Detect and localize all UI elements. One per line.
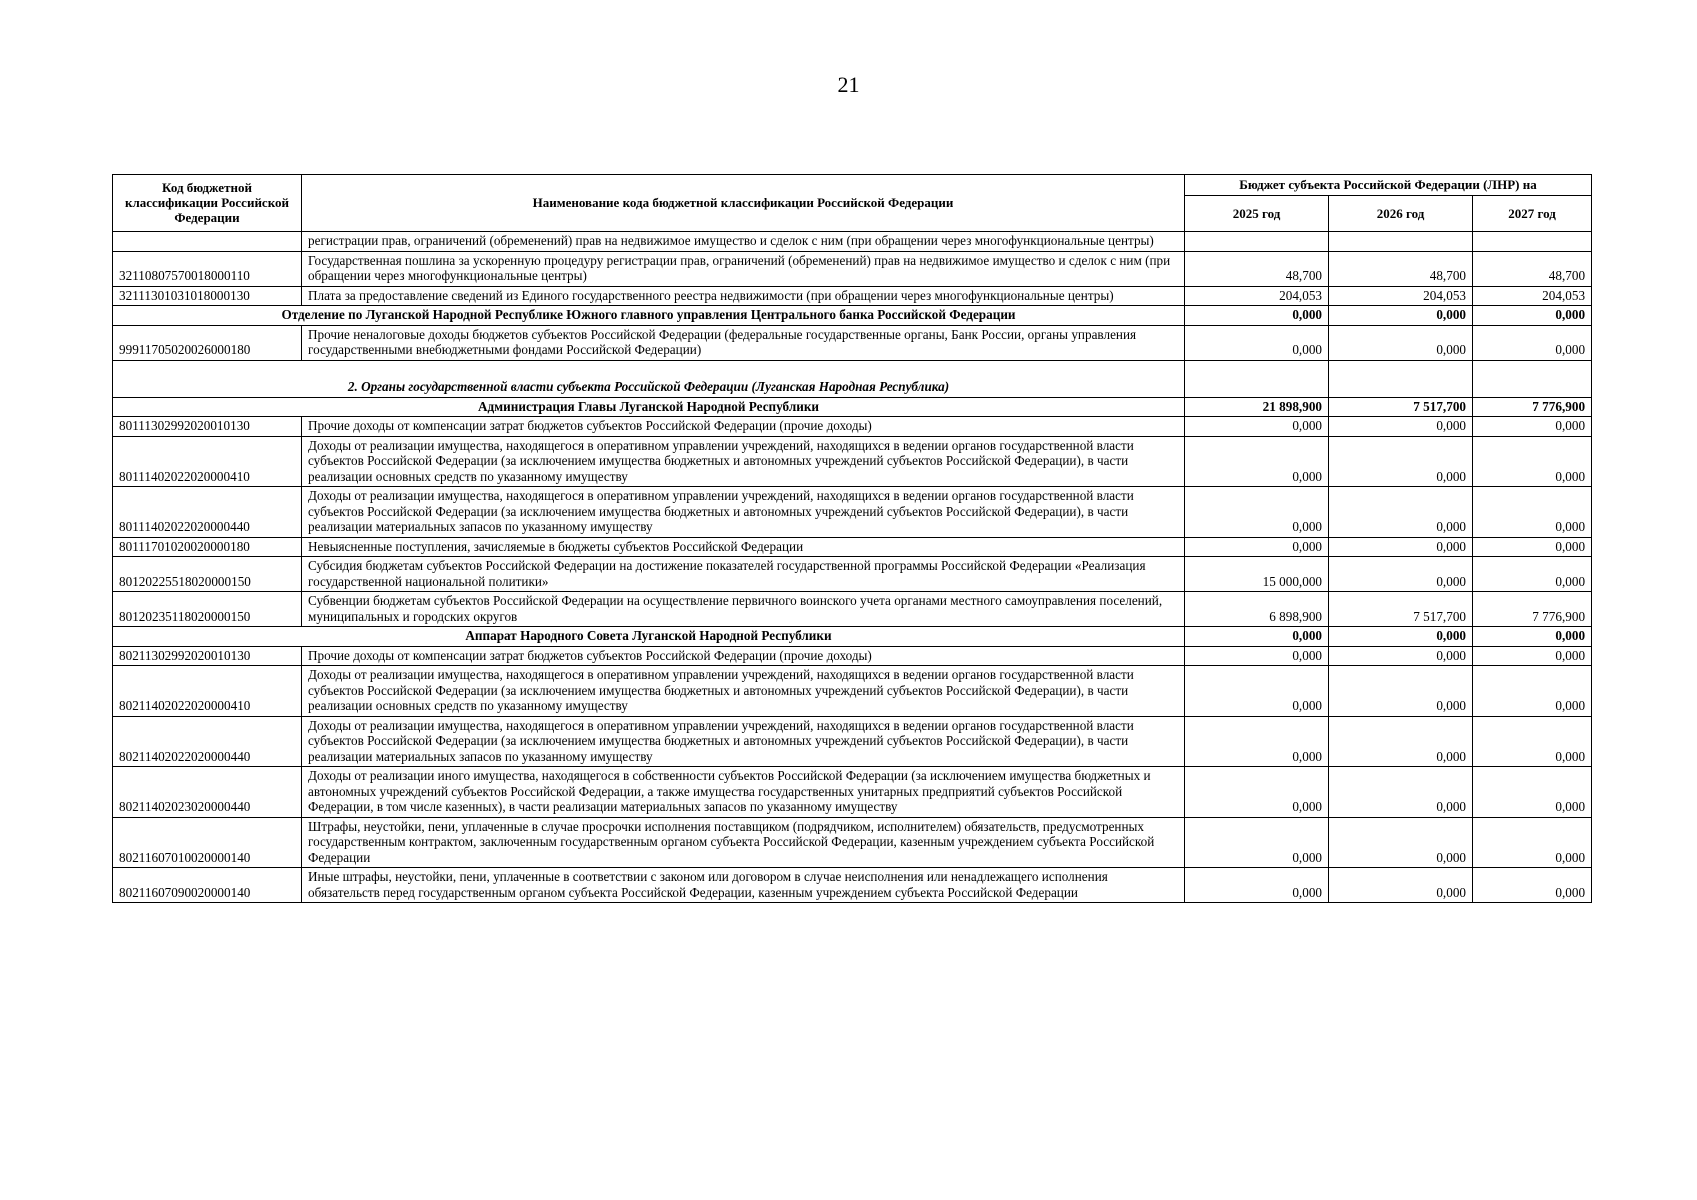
value-2025-cell: 21 898,900	[1185, 397, 1329, 417]
table-row	[113, 592, 1592, 627]
budget-name-cell: Доходы от реализации имущества, находящегося в оперативном управлении учреждений, находящихся в ведении органов государственной власти субъектов Российской Федерации (за исключением имущества бюджетных и автономных учреждений субъектов Российской Федерации), в части реализации материальных запасов по указанному имуществу	[302, 487, 1185, 538]
value-2026-cell: 0,000	[1329, 716, 1473, 767]
budget-name-cell: Штрафы, неустойки, пени, уплаченные в случае просрочки исполнения поставщиком (подрядчиком, исполнителем) обязательств, предусмотренных государственным контрактом, заключенным государственным органом субъекта Российской Федерации, казенным учреждением субъекта Российской Федерации	[302, 817, 1185, 868]
value-2026-cell: 0,000	[1329, 487, 1473, 538]
budget-name-cell: Доходы от реализации имущества, находящегося в оперативном управлении учреждений, находящихся в ведении органов государственной власти субъектов Российской Федерации (за исключением имущества бюджетных и автономных учреждений субъектов Российской Федерации), в части реализации материальных запасов по указанному имуществу	[302, 716, 1185, 767]
header-budget: Бюджет субъекта Российской Федерации (ЛНР) на	[1185, 175, 1592, 196]
budget-name-cell: Государственная пошлина за ускоренную процедуру регистрации прав, ограничений (обременений) прав на недвижимое имущество и сделок с ним (при обращении через многофункциональные центры)	[302, 251, 1185, 286]
budget-name-cell: регистрации прав, ограничений (обременений) прав на недвижимое имущество и сделок с ним (при обращении через многофункциональные центры)	[302, 232, 1185, 252]
budget-code-cell: 80211402023020000440	[113, 767, 302, 818]
budget-name-cell: Иные штрафы, неустойки, пени, уплаченные в соответствии с законом или договором в случае неисполнения или ненадлежащего исполнения обязательств перед государственным органом субъекта Российской Федерации, казенным учреждением субъекта Российской Федерации	[302, 868, 1185, 903]
value-2026-cell: 0,000	[1329, 868, 1473, 903]
value-2025-cell: 48,700	[1185, 251, 1329, 286]
table-row	[113, 557, 1592, 592]
header-year-2027: 2027 год	[1473, 196, 1592, 232]
budget-code-cell: 32111301031018000130	[113, 286, 302, 306]
value-2025-cell: 0,000	[1185, 767, 1329, 818]
table-row	[113, 767, 1592, 818]
header-name: Наименование кода бюджетной классификации Российской Федерации	[302, 175, 1185, 232]
group-row	[113, 397, 1592, 417]
table-row	[113, 537, 1592, 557]
group-title-cell: Администрация Главы Луганской Народной Республики	[113, 397, 1185, 417]
table-row	[113, 286, 1592, 306]
value-2027-cell: 0,000	[1473, 666, 1592, 717]
table-row	[113, 716, 1592, 767]
table-row	[113, 868, 1592, 903]
section-row	[113, 360, 1592, 397]
budget-code-cell: 80111302992020010130	[113, 417, 302, 437]
value-2025-cell: 0,000	[1185, 666, 1329, 717]
budget-code-cell: 80111402022020000440	[113, 487, 302, 538]
table-body	[113, 232, 1592, 903]
value-2025-cell: 15 000,000	[1185, 557, 1329, 592]
table-row	[113, 666, 1592, 717]
budget-table	[112, 174, 1592, 903]
group-title-cell: Отделение по Луганской Народной Республике Южного главного управления Центрального банка Российской Федерации	[113, 306, 1185, 326]
value-2027-cell: 0,000	[1473, 436, 1592, 487]
value-2026-cell: 0,000	[1329, 537, 1473, 557]
budget-code-cell: 80211607010020000140	[113, 817, 302, 868]
budget-code-cell: 80120235118020000150	[113, 592, 302, 627]
value-2027-cell: 0,000	[1473, 306, 1592, 326]
value-2027-cell: 0,000	[1473, 868, 1592, 903]
budget-name-cell: Прочие доходы от компенсации затрат бюджетов субъектов Российской Федерации (прочие доходы)	[302, 646, 1185, 666]
value-2026-cell: 0,000	[1329, 666, 1473, 717]
budget-code-cell: 80211402022020000440	[113, 716, 302, 767]
budget-code-cell: 80211302992020010130	[113, 646, 302, 666]
value-2026-cell: 0,000	[1329, 646, 1473, 666]
budget-name-cell: Субсидия бюджетам субъектов Российской Федерации на достижение показателей государственной программы Российской Федерации «Реализация государственной национальной политики»	[302, 557, 1185, 592]
value-2027-cell: 7 776,900	[1473, 397, 1592, 417]
group-title-cell: Аппарат Народного Совета Луганской Народной Республики	[113, 627, 1185, 647]
table-row	[113, 487, 1592, 538]
value-2026-cell: 0,000	[1329, 436, 1473, 487]
group-row	[113, 627, 1592, 647]
value-2026-cell	[1329, 232, 1473, 252]
value-2026-cell: 0,000	[1329, 325, 1473, 360]
budget-code-cell: 80111701020020000180	[113, 537, 302, 557]
value-2026-cell: 0,000	[1329, 306, 1473, 326]
value-2025-cell: 0,000	[1185, 325, 1329, 360]
budget-code-cell: 99911705020026000180	[113, 325, 302, 360]
budget-code-cell: 80111402022020000410	[113, 436, 302, 487]
value-2027-cell: 0,000	[1473, 646, 1592, 666]
value-2026-cell: 7 517,700	[1329, 397, 1473, 417]
value-2025-cell: 0,000	[1185, 417, 1329, 437]
value-2025-cell: 0,000	[1185, 716, 1329, 767]
budget-name-cell: Прочие неналоговые доходы бюджетов субъектов Российской Федерации (федеральные государственные органы, Банк России, органы управления государственными внебюджетными фондами Российской Федерации)	[302, 325, 1185, 360]
value-2027-cell: 0,000	[1473, 537, 1592, 557]
header-year-2025: 2025 год	[1185, 196, 1329, 232]
table-row	[113, 417, 1592, 437]
table-row	[113, 251, 1592, 286]
budget-name-cell: Субвенции бюджетам субъектов Российской Федерации на осуществление первичного воинского учета органами местного самоуправления поселений, муниципальных и городских округов	[302, 592, 1185, 627]
budget-name-cell: Доходы от реализации иного имущества, находящегося в собственности субъектов Российской Федерации (за исключением имущества бюджетных и автономных учреждений субъектов Российской Федерации, а также имущества государственных унитарных предприятий субъектов Российской Федерации, в том числе казенных), в части реализации материальных запасов по указанному имуществу	[302, 767, 1185, 818]
value-2025-cell: 0,000	[1185, 306, 1329, 326]
value-2026-cell: 48,700	[1329, 251, 1473, 286]
value-2025-cell: 0,000	[1185, 817, 1329, 868]
value-2027-cell: 0,000	[1473, 716, 1592, 767]
value-2025-cell: 204,053	[1185, 286, 1329, 306]
budget-code-cell	[113, 232, 302, 252]
table-row	[113, 436, 1592, 487]
value-2027-cell: 0,000	[1473, 325, 1592, 360]
budget-name-cell: Доходы от реализации имущества, находящегося в оперативном управлении учреждений, находящихся в ведении органов государственной власти субъектов Российской Федерации (за исключением имущества бюджетных и автономных учреждений субъектов Российской Федерации), в части реализации основных средств по указанному имуществу	[302, 666, 1185, 717]
value-2025-cell: 6 898,900	[1185, 592, 1329, 627]
value-2027-cell: 204,053	[1473, 286, 1592, 306]
value-2027-cell	[1473, 232, 1592, 252]
page-number: 21	[837, 72, 860, 97]
budget-code-cell: 80211607090020000140	[113, 868, 302, 903]
value-2027-cell: 7 776,900	[1473, 592, 1592, 627]
section-title-cell: 2. Органы государственной власти субъекта Российской Федерации (Луганская Народная Республика)	[113, 360, 1185, 397]
budget-code-cell: 32110807570018000110	[113, 251, 302, 286]
header-code: Код бюджетной классификации Российской Федерации	[113, 175, 302, 232]
table-row	[113, 232, 1592, 252]
value-2027-cell: 0,000	[1473, 627, 1592, 647]
budget-name-cell: Доходы от реализации имущества, находящегося в оперативном управлении учреждений, находящихся в ведении органов государственной власти субъектов Российской Федерации (за исключением имущества бюджетных и автономных учреждений субъектов Российской Федерации), в части реализации основных средств по указанному имуществу	[302, 436, 1185, 487]
budget-code-cell: 80120225518020000150	[113, 557, 302, 592]
value-2025-cell: 0,000	[1185, 627, 1329, 647]
value-2026-cell: 7 517,700	[1329, 592, 1473, 627]
value-2027-cell: 0,000	[1473, 817, 1592, 868]
value-2025-cell: 0,000	[1185, 436, 1329, 487]
value-2026-cell: 0,000	[1329, 627, 1473, 647]
value-2027-cell	[1473, 360, 1592, 397]
value-2025-cell: 0,000	[1185, 487, 1329, 538]
table-header	[113, 175, 1592, 232]
group-row	[113, 306, 1592, 326]
value-2027-cell: 0,000	[1473, 487, 1592, 538]
value-2025-cell: 0,000	[1185, 868, 1329, 903]
value-2027-cell: 48,700	[1473, 251, 1592, 286]
value-2027-cell: 0,000	[1473, 557, 1592, 592]
value-2026-cell: 0,000	[1329, 817, 1473, 868]
budget-name-cell: Невыясненные поступления, зачисляемые в бюджеты субъектов Российской Федерации	[302, 537, 1185, 557]
value-2027-cell: 0,000	[1473, 767, 1592, 818]
value-2026-cell: 0,000	[1329, 557, 1473, 592]
value-2026-cell: 204,053	[1329, 286, 1473, 306]
value-2026-cell	[1329, 360, 1473, 397]
value-2025-cell: 0,000	[1185, 646, 1329, 666]
table-row	[113, 325, 1592, 360]
budget-code-cell: 80211402022020000410	[113, 666, 302, 717]
table-row	[113, 646, 1592, 666]
value-2025-cell	[1185, 360, 1329, 397]
table-row	[113, 817, 1592, 868]
value-2026-cell: 0,000	[1329, 767, 1473, 818]
budget-name-cell: Прочие доходы от компенсации затрат бюджетов субъектов Российской Федерации (прочие доходы)	[302, 417, 1185, 437]
value-2025-cell: 0,000	[1185, 537, 1329, 557]
budget-name-cell: Плата за предоставление сведений из Единого государственного реестра недвижимости (при обращении через многофункциональные центры)	[302, 286, 1185, 306]
value-2026-cell: 0,000	[1329, 417, 1473, 437]
header-year-2026: 2026 год	[1329, 196, 1473, 232]
value-2027-cell: 0,000	[1473, 417, 1592, 437]
value-2025-cell	[1185, 232, 1329, 252]
